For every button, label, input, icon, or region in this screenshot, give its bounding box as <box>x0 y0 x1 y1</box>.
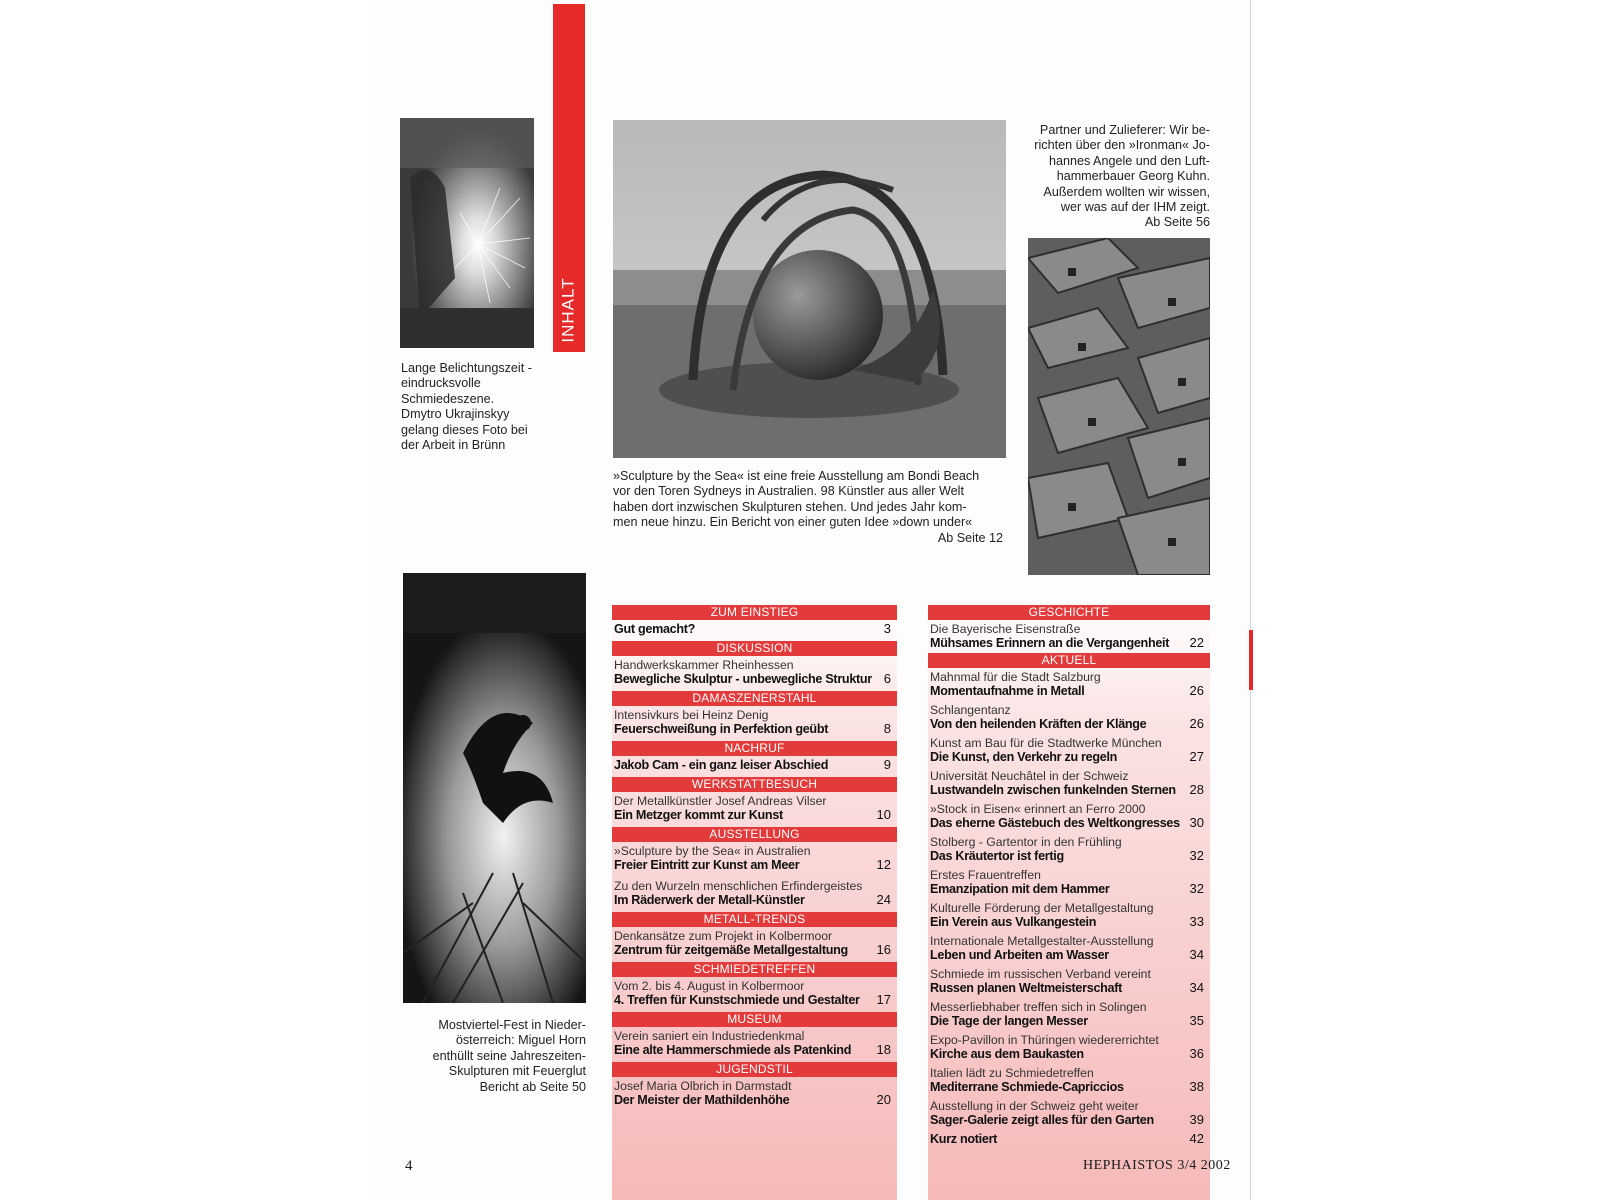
partner-caption: Partner und Zulieferer: Wir be- richten über den »Ironman« Jo- hannes Angele und den Luft- hammerbauer Georg Kuhn. Außerdem wollten wir wissen, wer was auf der IHM zeigt. Ab Seite 56 <box>1034 123 1210 230</box>
toc-entry-page: 34 <box>1189 947 1204 962</box>
toc-entry[interactable] <box>612 1027 897 1059</box>
toc-entry-page: 10 <box>876 807 891 822</box>
toc-entry-title: Gut gemacht? <box>614 622 696 636</box>
toc-entry-kicker: »Sculpture by the Sea« in Australien <box>614 844 811 858</box>
toc-entry-title: Die Kunst, den Verkehr zu regeln <box>930 750 1118 764</box>
toc-entry-page: 42 <box>1189 1131 1204 1146</box>
magazine-issue: HEPHAISTOS 3/4 2002 <box>1083 1158 1231 1173</box>
toc-entry-page: 33 <box>1189 914 1204 929</box>
toc-entry-text <box>930 802 1180 830</box>
toc-entry[interactable] <box>612 792 897 824</box>
toc-entry[interactable] <box>928 998 1210 1030</box>
toc-entry-kicker: Handwerkskammer Rheinhessen <box>614 658 794 672</box>
toc-entry-title: 4. Treffen für Kunstschmiede und Gestalter <box>614 993 860 1007</box>
toc-entry-title: Ein Metzger kommt zur Kunst <box>614 808 783 822</box>
toc-entry-text <box>930 1099 1154 1127</box>
toc-entry-text <box>930 1066 1124 1094</box>
toc-entry-text <box>930 967 1151 995</box>
toc-entry-page: 39 <box>1189 1112 1204 1127</box>
anvils-photo <box>1028 238 1210 575</box>
toc-entry[interactable] <box>928 1031 1210 1063</box>
toc-entry-page: 16 <box>876 942 891 957</box>
toc-entry-kicker: »Stock in Eisen« erinnert an Ferro 2000 <box>930 802 1146 816</box>
toc-section-header: JUGENDSTIL <box>612 1062 897 1077</box>
toc-entry[interactable] <box>612 1077 897 1109</box>
toc-entry[interactable] <box>928 1064 1210 1096</box>
toc-entry-kicker: Die Bayerische Eisenstraße <box>930 622 1081 636</box>
toc-entry-page: 12 <box>876 857 891 872</box>
fire-caption: Mostviertel-Fest in Nieder- österreich: Miguel Horn enthüllt seine Jahreszeiten- Skulpturen mit Feuerglut Bericht ab Seite 50 <box>432 1018 586 1094</box>
toc-entry-kicker: Ausstellung in der Schweiz geht weiter <box>930 1099 1139 1113</box>
toc-entry[interactable] <box>612 927 897 959</box>
toc-entry-text <box>930 703 1146 731</box>
toc-entry-title: Das Kräutertor ist fertig <box>930 849 1064 863</box>
toc-entry[interactable] <box>612 620 897 638</box>
toc-entry[interactable] <box>928 734 1210 766</box>
toc-entry-text <box>614 708 828 736</box>
toc-entry-text <box>930 868 1109 896</box>
toc-entry-title: Kirche aus dem Baukasten <box>930 1047 1084 1061</box>
toc-entry-title: Jakob Cam - ein ganz leiser Abschied <box>614 758 829 772</box>
toc-section-header: SCHMIEDETREFFEN <box>612 962 897 977</box>
toc-entry-text <box>614 879 862 907</box>
toc-entry-kicker: Kunst am Bau für die Stadtwerke München <box>930 736 1162 750</box>
toc-entry-page: 6 <box>883 671 891 686</box>
toc-entry-title: Lustwandeln zwischen funkelnden Sternen <box>930 783 1176 797</box>
toc-entry-kicker: Messerliebhaber treffen sich in Solingen <box>930 1000 1147 1014</box>
toc-entry-text <box>614 794 826 822</box>
toc-entry-kicker: Vom 2. bis 4. August in Kolbermoor <box>614 979 805 993</box>
toc-right-column <box>928 605 1210 1149</box>
toc-entry-title: Im Räderwerk der Metall-Künstler <box>614 893 805 907</box>
toc-entry-page: 27 <box>1189 749 1204 764</box>
toc-entry[interactable] <box>928 668 1210 700</box>
toc-entry-page: 26 <box>1189 716 1204 731</box>
sculpture-caption: »Sculpture by the Sea« ist eine freie Ausstellung am Bondi Beach vor den Toren Sydneys in Australien. 98 Künstler aus aller Welt haben dort inzwischen Skulpturen stehen. Und jedes Jahr kom- men neue hinzu. Ein Bericht von einer guten Idee »down under« Ab Seite 12 <box>613 469 1003 545</box>
toc-entry-kicker: Der Metallkünstler Josef Andreas Vilser <box>614 794 827 808</box>
toc-entry-title: Mühsames Erinnern an die Vergangenheit <box>930 636 1170 650</box>
toc-entry-text <box>614 1029 851 1057</box>
toc-entry-text <box>614 622 695 636</box>
toc-entry-kicker: Schmiede im russischen Verband vereint <box>930 967 1151 981</box>
welding-photo <box>400 118 534 348</box>
toc-entry-text <box>930 934 1154 962</box>
toc-entry-title: Sager-Galerie zeigt alles für den Garten <box>930 1113 1154 1127</box>
toc-entry-page: 22 <box>1189 635 1204 650</box>
toc-entry-text <box>930 901 1154 929</box>
toc-entry-page: 36 <box>1189 1046 1204 1061</box>
toc-entry-page: 35 <box>1189 1013 1204 1028</box>
toc-entry[interactable] <box>928 701 1210 733</box>
toc-entry-text <box>614 844 810 872</box>
toc-entry-title: Von den heilenden Kräften der Klänge <box>930 717 1147 731</box>
toc-entry-kicker: Intensivkurs bei Heinz Denig <box>614 708 769 722</box>
toc-section-header: AUSSTELLUNG <box>612 827 897 842</box>
toc-section-header: AKTUELL <box>928 653 1210 668</box>
toc-entry-title: Zentrum für zeitgemäße Metallgestaltung <box>614 943 848 957</box>
toc-entry-kicker: Internationale Metallgestalter-Ausstellung <box>930 934 1154 948</box>
toc-entry-text <box>614 1079 791 1107</box>
toc-entry-page: 24 <box>876 892 891 907</box>
toc-entry-title: Bewegliche Skulptur - unbewegliche Struktur <box>614 672 872 686</box>
toc-entry-title: Kurz notiert <box>930 1132 998 1146</box>
toc-section-header: NACHRUF <box>612 741 897 756</box>
toc-entry-page: 3 <box>883 621 891 636</box>
toc-entry[interactable] <box>612 842 897 874</box>
fire-sculpture-photo <box>403 573 586 1003</box>
toc-entry-kicker: Kulturelle Förderung der Metallgestaltung <box>930 901 1154 915</box>
toc-entry-page: 8 <box>883 721 891 736</box>
toc-entry[interactable] <box>928 767 1210 799</box>
toc-entry-kicker: Schlangentanz <box>930 703 1011 717</box>
toc-entry[interactable] <box>928 899 1210 931</box>
welding-caption: Lange Belichtungszeit - eindrucksvolle Schmiedeszene. Dmytro Ukrajinskyy gelang dieses Foto bei der Arbeit in Brünn <box>401 361 532 453</box>
toc-section-header: MUSEUM <box>612 1012 897 1027</box>
toc-entry-text <box>614 758 828 772</box>
toc-section-header: DAMASZENERSTAHL <box>612 691 897 706</box>
toc-entry-page: 18 <box>876 1042 891 1057</box>
toc-entry-title: Leben und Arbeiten am Wasser <box>930 948 1109 962</box>
toc-entry-page: 32 <box>1189 848 1204 863</box>
toc-entry-title: Eine alte Hammerschmiede als Patenkind <box>614 1043 852 1057</box>
toc-entry-kicker: Mahnmal für die Stadt Salzburg <box>930 670 1101 684</box>
toc-entry[interactable] <box>612 877 897 909</box>
toc-entry-title: Ein Verein aus Vulkangestein <box>930 915 1097 929</box>
toc-entry[interactable] <box>928 1130 1210 1148</box>
toc-entry[interactable] <box>928 932 1210 964</box>
toc-entry-text <box>614 979 860 1007</box>
toc-section-header: ZUM EINSTIEG <box>612 605 897 620</box>
toc-entry-text <box>930 622 1169 650</box>
toc-entry-title: Russen planen Weltmeisterschaft <box>930 981 1123 995</box>
toc-entry-kicker: Universität Neuchâtel in der Schweiz <box>930 769 1129 783</box>
toc-entry-title: Emanzipation mit dem Hammer <box>930 882 1110 896</box>
toc-entry-page: 9 <box>883 757 891 772</box>
toc-entry-page: 32 <box>1189 881 1204 896</box>
toc-entry[interactable] <box>612 706 897 738</box>
toc-entry-title: Momentaufnahme in Metall <box>930 684 1085 698</box>
inhalt-label: INHALT <box>559 277 579 343</box>
toc-section-header: GESCHICHTE <box>928 605 1210 620</box>
toc-entry-text <box>930 1000 1147 1028</box>
toc-entry[interactable] <box>612 756 897 774</box>
toc-entry-kicker: Erstes Frauentreffen <box>930 868 1041 882</box>
page-edge <box>1250 0 1251 1200</box>
toc-entry-kicker: Stolberg - Gartentor in den Frühling <box>930 835 1122 849</box>
toc-entry-page: 17 <box>876 992 891 1007</box>
toc-entry[interactable] <box>612 656 897 688</box>
toc-entry[interactable] <box>612 977 897 1009</box>
edge-red-mark <box>1249 630 1253 690</box>
toc-entry[interactable] <box>928 833 1210 865</box>
toc-entry[interactable] <box>928 800 1210 832</box>
toc-section-header: WERKSTATTBESUCH <box>612 777 897 792</box>
toc-entry-title: Mediterrane Schmiede-Capriccios <box>930 1080 1124 1094</box>
toc-entry-page: 28 <box>1189 782 1204 797</box>
toc-entry-kicker: Denkansätze zum Projekt in Kolbermoor <box>614 929 833 943</box>
toc-entry-title: Der Meister der Mathildenhöhe <box>614 1093 790 1107</box>
toc-entry-title: Feuerschweißung in Perfektion geübt <box>614 722 829 736</box>
toc-entry[interactable] <box>928 866 1210 898</box>
toc-entry-text <box>614 929 848 957</box>
toc-entry[interactable] <box>928 1097 1210 1129</box>
toc-entry-page: 34 <box>1189 980 1204 995</box>
toc-entry-kicker: Expo-Pavillon in Thüringen wiedererrichtet <box>930 1033 1159 1047</box>
toc-entry-text <box>930 769 1176 797</box>
sculpture-photo <box>613 120 1006 458</box>
toc-entry-page: 30 <box>1189 815 1204 830</box>
toc-entry[interactable] <box>928 965 1210 997</box>
toc-entry-title: Die Tage der langen Messer <box>930 1014 1088 1028</box>
toc-section-header: DISKUSSION <box>612 641 897 656</box>
toc-entry-kicker: Italien lädt zu Schmiedetreffen <box>930 1066 1094 1080</box>
toc-entry-page: 20 <box>876 1092 891 1107</box>
toc-entry-text <box>930 1033 1159 1061</box>
page-number: 4 <box>405 1158 413 1174</box>
toc-entry-kicker: Verein saniert ein Industriedenkmal <box>614 1029 805 1043</box>
toc-entry-title: Das eherne Gästebuch des Weltkongresses <box>930 816 1180 830</box>
toc-entry-text <box>614 658 872 686</box>
toc-left-column <box>612 605 897 1112</box>
toc-entry-page: 26 <box>1189 683 1204 698</box>
toc-entry[interactable] <box>928 620 1210 652</box>
toc-entry-title: Freier Eintritt zur Kunst am Meer <box>614 858 800 872</box>
toc-entry-text <box>930 835 1122 863</box>
toc-entry-text <box>930 670 1101 698</box>
toc-entry-kicker: Josef Maria Olbrich in Darmstadt <box>614 1079 792 1093</box>
toc-section-header: METALL-TRENDS <box>612 912 897 927</box>
toc-entry-text <box>930 736 1162 764</box>
toc-entry-page: 38 <box>1189 1079 1204 1094</box>
toc-entry-text <box>930 1132 997 1146</box>
toc-entry-kicker: Zu den Wurzeln menschlichen Erfindergeistes <box>614 879 863 893</box>
